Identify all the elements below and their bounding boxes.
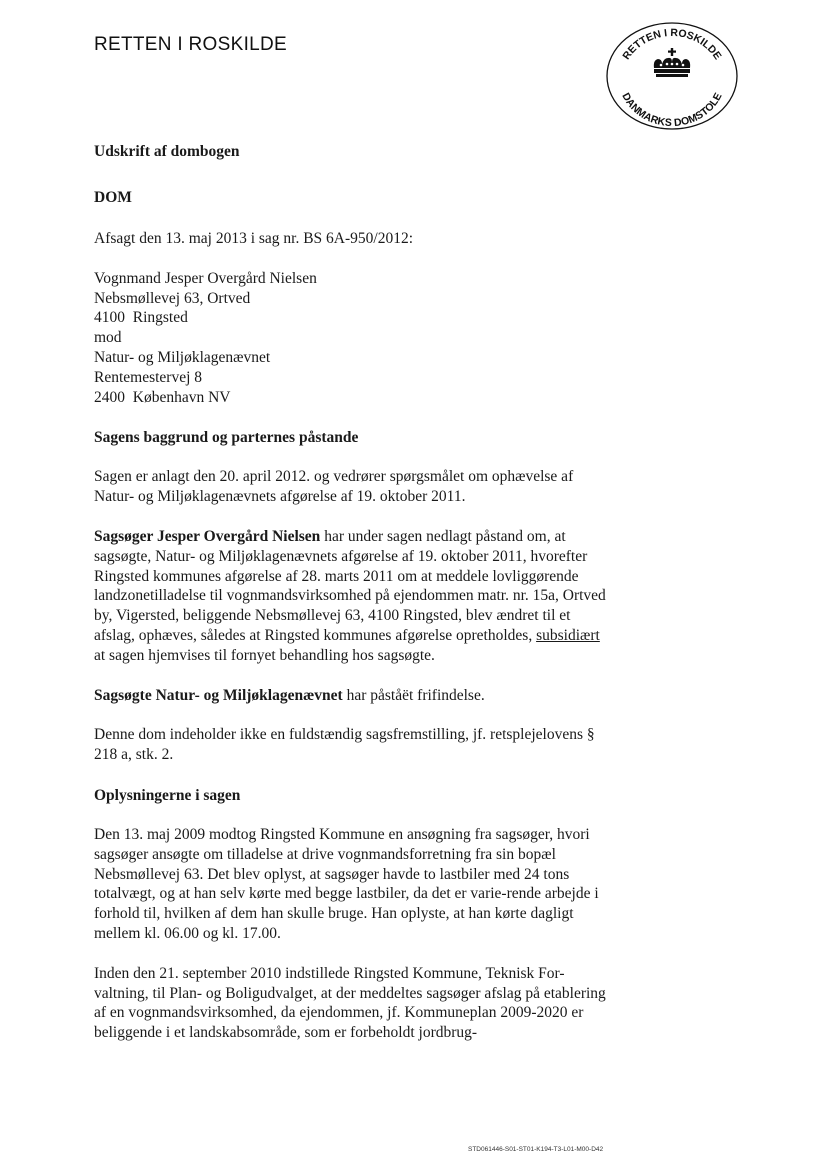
document-code: STD061446-S01-ST01-K194-T3-L01-M00-D42 [468, 1146, 604, 1153]
paragraph: Sagen er anlagt den 20. april 2012. og vedrører spørgsmålet om ophævelse af Natur- og Miljøklagenævnets afgørelse af 19. oktober 2011. [94, 468, 574, 506]
seal-bottom-text: DANMARKS DOMSTOLE [619, 90, 725, 130]
plaintiff-street: Nebsmøllevej 63, Ortved [94, 289, 251, 307]
defendant-claim-text: har påståët frifindelse. [342, 686, 485, 704]
defendant-city: 2400 København NV [94, 388, 231, 406]
defendant-street: Rentemestervej 8 [94, 368, 203, 386]
plaintiff-claim-end: at sagen hjemvises til fornyet behandling hos sagsøgte. [94, 646, 435, 664]
intro-line: Afsagt den 13. maj 2013 i sag nr. BS 6A-950/2012: [94, 230, 414, 247]
crown-icon [654, 48, 690, 77]
defendant-name: Natur- og Miljøklagenævnet [94, 348, 271, 366]
plaintiff-claim-lead: Sagsøger Jesper Overgård Nielsen [94, 527, 321, 545]
versus-label: mod [94, 329, 122, 347]
plaintiff-city: 4100 Ringsted [94, 309, 188, 327]
document-body [94, 143, 614, 1043]
court-seal [604, 20, 740, 132]
defendant-claim-paragraph [94, 686, 614, 706]
alternative-claim-term: subsidiært [536, 626, 600, 644]
defendant-claim-lead: Sagsøgte Natur- og Miljøklagenævnet [94, 686, 343, 704]
parties-block [94, 269, 614, 408]
paragraph: Den 13. maj 2009 modtog Ringsted Kommune en ansøgning fra sagsøger, hvori sagsøger ansøgte om tilladelse at drive vognmandsforretning fra sin bopæl Nebsmøllevej 63. Det blev oplyst, at sagsøger havde to lastbiler med 24 tons totalvægt, og at han selv kørte med begge lastbiler, da det er varie-rende arbejde i forhold til, hvilken af dem han skulle bruge. Han oplyste, at han kørte dagligt mellem kl. 06.00 og kl. 17.00. [94, 825, 599, 942]
section-heading-background: Sagens baggrund og parternes påstande [94, 429, 359, 447]
seal-top-text: RETTEN I ROSKILDE [620, 26, 724, 62]
paragraph: Denne dom indeholder ikke en fuldstændig sagsfremstilling, jf. retsplejelovens § 218 a, stk. 2. [94, 726, 595, 764]
plaintiff-name: Vognmand Jesper Overgård Nielsen [94, 269, 317, 287]
document-title: DOM [94, 189, 132, 206]
plaintiff-claim-text: har under sagen nedlagt påstand om, at sagsøgte, Natur- og Miljøklagenævnets afgørelse af 19. oktober 2011, hvorefter Ringsted kommunes afgørelse af 28. marts 2011 om at meddele lovliggørende landzonetilladelse til vognmandsvirksomhed på ejendommen matr. nr. 15a, Ortved by, Vigersted, beliggende Nebsmøllevej 63, 4100 Ringsted, blev ændret til et afslag, ophæves, således at Ringsted kommunes afgørelse opretholdes, [94, 527, 606, 644]
section-heading-facts: Oplysningerne i sagen [94, 786, 241, 804]
paragraph: Inden den 21. september 2010 indstillede Ringsted Kommune, Teknisk For-valtning, til Plan- og Boligudvalget, at der meddeltes sagsøger afslag på etablering af en vognmandsvirksomhed, da ejendommen, jf. Kommuneplan 2009-2020 er beliggende i et landskabsområde, som er forbeholdt jordbrug- [94, 964, 606, 1042]
court-name: RETTEN I ROSKILDE [94, 34, 288, 55]
plaintiff-claim-paragraph [94, 527, 614, 666]
document-subtitle: Udskrift af dombogen [94, 143, 240, 160]
